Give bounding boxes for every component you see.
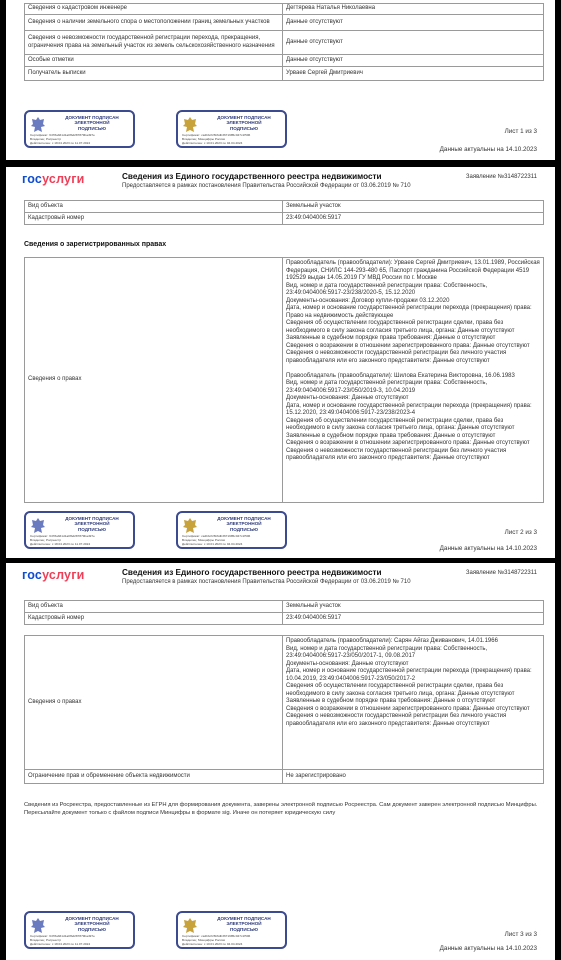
row-label: Особые отметки: [25, 55, 283, 67]
row-label: Вид объекта: [25, 601, 283, 613]
table-row: [25, 258, 544, 503]
table-row: [25, 770, 544, 784]
page-number: Лист 2 из 3: [504, 529, 537, 536]
row-label: Кадастровый номер: [25, 613, 283, 625]
logo-part-gos: гос: [22, 568, 43, 582]
table-row: [25, 67, 544, 81]
logo-part-uslugi: услуги: [42, 172, 85, 186]
table-row: [25, 15, 544, 31]
row-label: Сведения о наличии земельного спора о местоположении границ земельных участков: [25, 15, 283, 31]
signature-stamp-mintsifry: [176, 511, 287, 549]
stamp-cert: Сертификат: 6478ab61d1a0fbd287879ba497e: [30, 534, 95, 538]
row-value: Данные отсутствуют: [283, 31, 544, 55]
row-label: Сведения о кадастровом инженере: [25, 4, 283, 15]
stamp-valid: Действителен: с 18.04.2023 по 11.07.2024: [30, 542, 91, 546]
stamp-cert: Сертификат: ca2bbcfc5b6db3671985c047c1f506: [182, 133, 251, 137]
table-row: [25, 213, 544, 225]
stamp-title: ДОКУМЕНТ ПОДПИСАН ЭЛЕКТРОННОЙ ПОДПИСЬЮ: [217, 115, 271, 131]
table-row: [25, 4, 544, 15]
table-row: [25, 55, 544, 67]
page-number: Лист 3 из 3: [504, 931, 537, 938]
table-row: [25, 613, 544, 625]
rights-table: [24, 257, 544, 503]
row-value: Урваев Сергей Дмитриевич: [283, 67, 544, 81]
page-number: Лист 1 из 3: [504, 128, 537, 135]
actual-date: Данные актуальны на 14.10.2023: [439, 545, 537, 552]
row-value: Данные отсутствуют: [283, 15, 544, 31]
logo-part-uslugi: услуги: [42, 568, 85, 582]
page-title: Сведения из Единого государственного реестра недвижимости: [122, 568, 382, 577]
logo-part-gos: гос: [22, 172, 43, 186]
stamp-valid: Действителен: с 18.04.2023 по 11.07.2024: [30, 141, 91, 145]
statement-number: Заявление №3148722311: [465, 174, 537, 180]
stamp-title: ДОКУМЕНТ ПОДПИСАН ЭЛЕКТРОННОЙ ПОДПИСЬЮ: [217, 916, 271, 932]
page-title: Сведения из Единого государственного реестра недвижимости: [122, 172, 382, 181]
emblem-icon: [182, 917, 198, 935]
stamp-owner: Владелец: Росреестр: [30, 137, 62, 141]
emblem-icon: [30, 917, 46, 935]
emblem-icon: [182, 116, 198, 134]
gosuslugi-logo: [22, 172, 85, 186]
stamp-valid: Действителен: с 10.01.2023 по 04.04.2024: [182, 542, 243, 546]
row-value: Не зарегистрировано: [283, 770, 544, 784]
row-value: 23:49:0404006:5917: [283, 613, 544, 625]
stamp-cert: Сертификат: ca2bbcfc5b6db3671985c047c1f506: [182, 534, 251, 538]
table-row: [25, 201, 544, 213]
actual-date: Данные актуальны на 14.10.2023: [439, 146, 537, 153]
stamp-valid: Действителен: с 18.04.2023 по 11.07.2024: [30, 942, 91, 946]
stamp-owner: Владелец: Росреестр: [30, 538, 62, 542]
row-label: Сведения о невозможности государственной регистрации перехода, прекращения, ограничения права на земельный участок из земель сельскохозяйственного назначения: [25, 31, 283, 55]
section-title: Сведения о зарегистрированных правах: [24, 241, 167, 248]
row-value: Земельный участок: [283, 601, 544, 613]
statement-number: Заявление №3148722311: [465, 570, 537, 576]
stamp-owner: Владелец: Минцифры России: [182, 938, 226, 942]
row-label: Кадастровый номер: [25, 213, 283, 225]
stamp-title: ДОКУМЕНТ ПОДПИСАН ЭЛЕКТРОННОЙ ПОДПИСЬЮ: [65, 115, 119, 131]
gosuslugi-logo: [22, 568, 85, 582]
actual-date: Данные актуальны на 14.10.2023: [439, 945, 537, 952]
stamp-cert: Сертификат: 6478ab61d1a0fbd287879ba497e: [30, 133, 95, 137]
stamp-owner: Владелец: Минцифры России: [182, 137, 226, 141]
page-subtitle: Предоставляется в рамках постановления Правительства Российской Федерации от 03.06.2019 № 710: [122, 183, 411, 189]
row-value: Земельный участок: [283, 201, 544, 213]
stamp-cert: Сертификат: 6478ab61d1a0fbd287879ba497e: [30, 934, 95, 938]
emblem-icon: [30, 116, 46, 134]
table-row: [25, 601, 544, 613]
signature-stamp-rosreestr: [24, 511, 135, 549]
signature-note: Сведения из Росреестра, предоставленные из ЕГРН для формирования документа, заверены электронной подписью Росреестра. Сам документ заверен электронной подписью Минцифры. Пересылайте документ только с файлом подписи Минцифры в формате sig. Иначе он потеряет юридическую силу: [24, 802, 538, 816]
row-label: Получатель выписки: [25, 67, 283, 81]
object-table: [24, 200, 544, 225]
row-value: Дегтярева Наталья Николаевна: [283, 4, 544, 15]
signature-stamp-mintsifry: [176, 911, 287, 949]
emblem-icon: [182, 517, 198, 535]
stamp-title: ДОКУМЕНТ ПОДПИСАН ЭЛЕКТРОННОЙ ПОДПИСЬЮ: [65, 916, 119, 932]
row-label: Сведения о правах: [25, 258, 283, 503]
row-label: Вид объекта: [25, 201, 283, 213]
owner-details-table: [24, 3, 544, 81]
document-page-3: [6, 563, 555, 960]
row-value: Данные отсутствуют: [283, 55, 544, 67]
stamp-valid: Действителен: с 10.01.2023 по 04.04.2024: [182, 942, 243, 946]
document-page-2: [6, 167, 555, 558]
object-table: [24, 600, 544, 625]
rights-table: [24, 635, 544, 784]
stamp-owner: Владелец: Минцифры России: [182, 538, 226, 542]
stamp-owner: Владелец: Росреестр: [30, 938, 62, 942]
rights-details: Правообладатель (правообладатели): Урваев Сергей Дмитриевич, 13.01.1989, Российская Федерация, СНИЛС 144-293-480 65, Паспорт гражданина Российской Федерации 4519 192529 выдан 14.05.2019 ГУ МВД России по г. Москве Вид, номер и дата государственной регистрации права: Собственность, 23:49:0404006:5917-23/238/2020-5, 15.12.2020 Документы-основания: Договор купли-продажи 03.12.2020 Дата, номер и основание государственной регистрации перехода (прекращения) права: Право на недвижимость действующее Сведения об осуществлении государственной регистрации сделки, права без необходимого в силу закона согласия третьего лица, органа: Данные отсутствуют Заявленные в судебном порядке права требования: Данные о отсутствуют Сведения о возражении в отношении зарегистрированного права: Данные отсутствуют Сведения о невозможности государственной регистрации без личного участия правообладателя или его законного представителя: Данные отсутствуют Правообладатель (правообладатели): Шилова Екатерина Викторовна, 16.06.1983 Вид, номер и дата государственной регистрации права: Собственность, 23:49:0404006:5917-23/050/2019-3, 10.04.2019 Документы-основания: Данные отсутствуют Дата, номер и основание государственной регистрации перехода (прекращения) права: 15.12.2020, 23:49:0404006:5917-23/238/2023-4 Сведения об осуществлении государственной регистрации сделки, права без необходимого в силу закона согласия третьего лица, органа: Данные отсутствуют Заявленные в судебном порядке права требования: Данные о отсутствуют Сведения о возражении в отношении зарегистрированного права: Данные отсутствуют Сведения о невозможности государственной регистрации без личного участия правообладателя или его законного представителя: Данные отсутствуют: [283, 258, 544, 503]
row-label: Сведения о правах: [25, 636, 283, 770]
emblem-icon: [30, 517, 46, 535]
document-page-1: [6, 0, 555, 160]
row-value: 23:49:0404006:5917: [283, 213, 544, 225]
signature-stamp-rosreestr: [24, 110, 135, 148]
table-row: [25, 636, 544, 770]
table-row: [25, 31, 544, 55]
page-subtitle: Предоставляется в рамках постановления Правительства Российской Федерации от 03.06.2019 № 710: [122, 579, 411, 585]
signature-stamp-rosreestr: [24, 911, 135, 949]
stamp-cert: Сертификат: ca2bbcfc5b6db3671985c047c1f506: [182, 934, 251, 938]
stamp-title: ДОКУМЕНТ ПОДПИСАН ЭЛЕКТРОННОЙ ПОДПИСЬЮ: [65, 516, 119, 532]
stamp-valid: Действителен: с 10.01.2023 по 04.04.2024: [182, 141, 243, 145]
rights-details: Правообладатель (правообладатели): Сарян Айгаз Дживанович, 14.01.1966 Вид, номер и дата государственной регистрации права: Собственность, 23:49:0404006:5917-23/050/2017-1, 09.08.2017 Документы-основания: Данные отсутствуют Дата, номер и основание государственной регистрации перехода (прекращения) права: 10.04.2019, 23:49:0404006:5917-23/050/2017-2 Сведения об осуществлении государственной регистрации сделки, права без необходимого в силу закона согласия третьего лица, органа: Данные отсутствуют Заявленные в судебном порядке права требования: Данные о отсутствуют Сведения о возражении в отношении зарегистрированного права: Данные отсутствуют Сведения о невозможности государственной регистрации без личного участия правообладателя или его законного представителя: Данные отсутствуют: [283, 636, 544, 770]
signature-stamp-mintsifry: [176, 110, 287, 148]
row-label: Ограничение прав и обременение объекта недвижимости: [25, 770, 283, 784]
stamp-title: ДОКУМЕНТ ПОДПИСАН ЭЛЕКТРОННОЙ ПОДПИСЬЮ: [217, 516, 271, 532]
